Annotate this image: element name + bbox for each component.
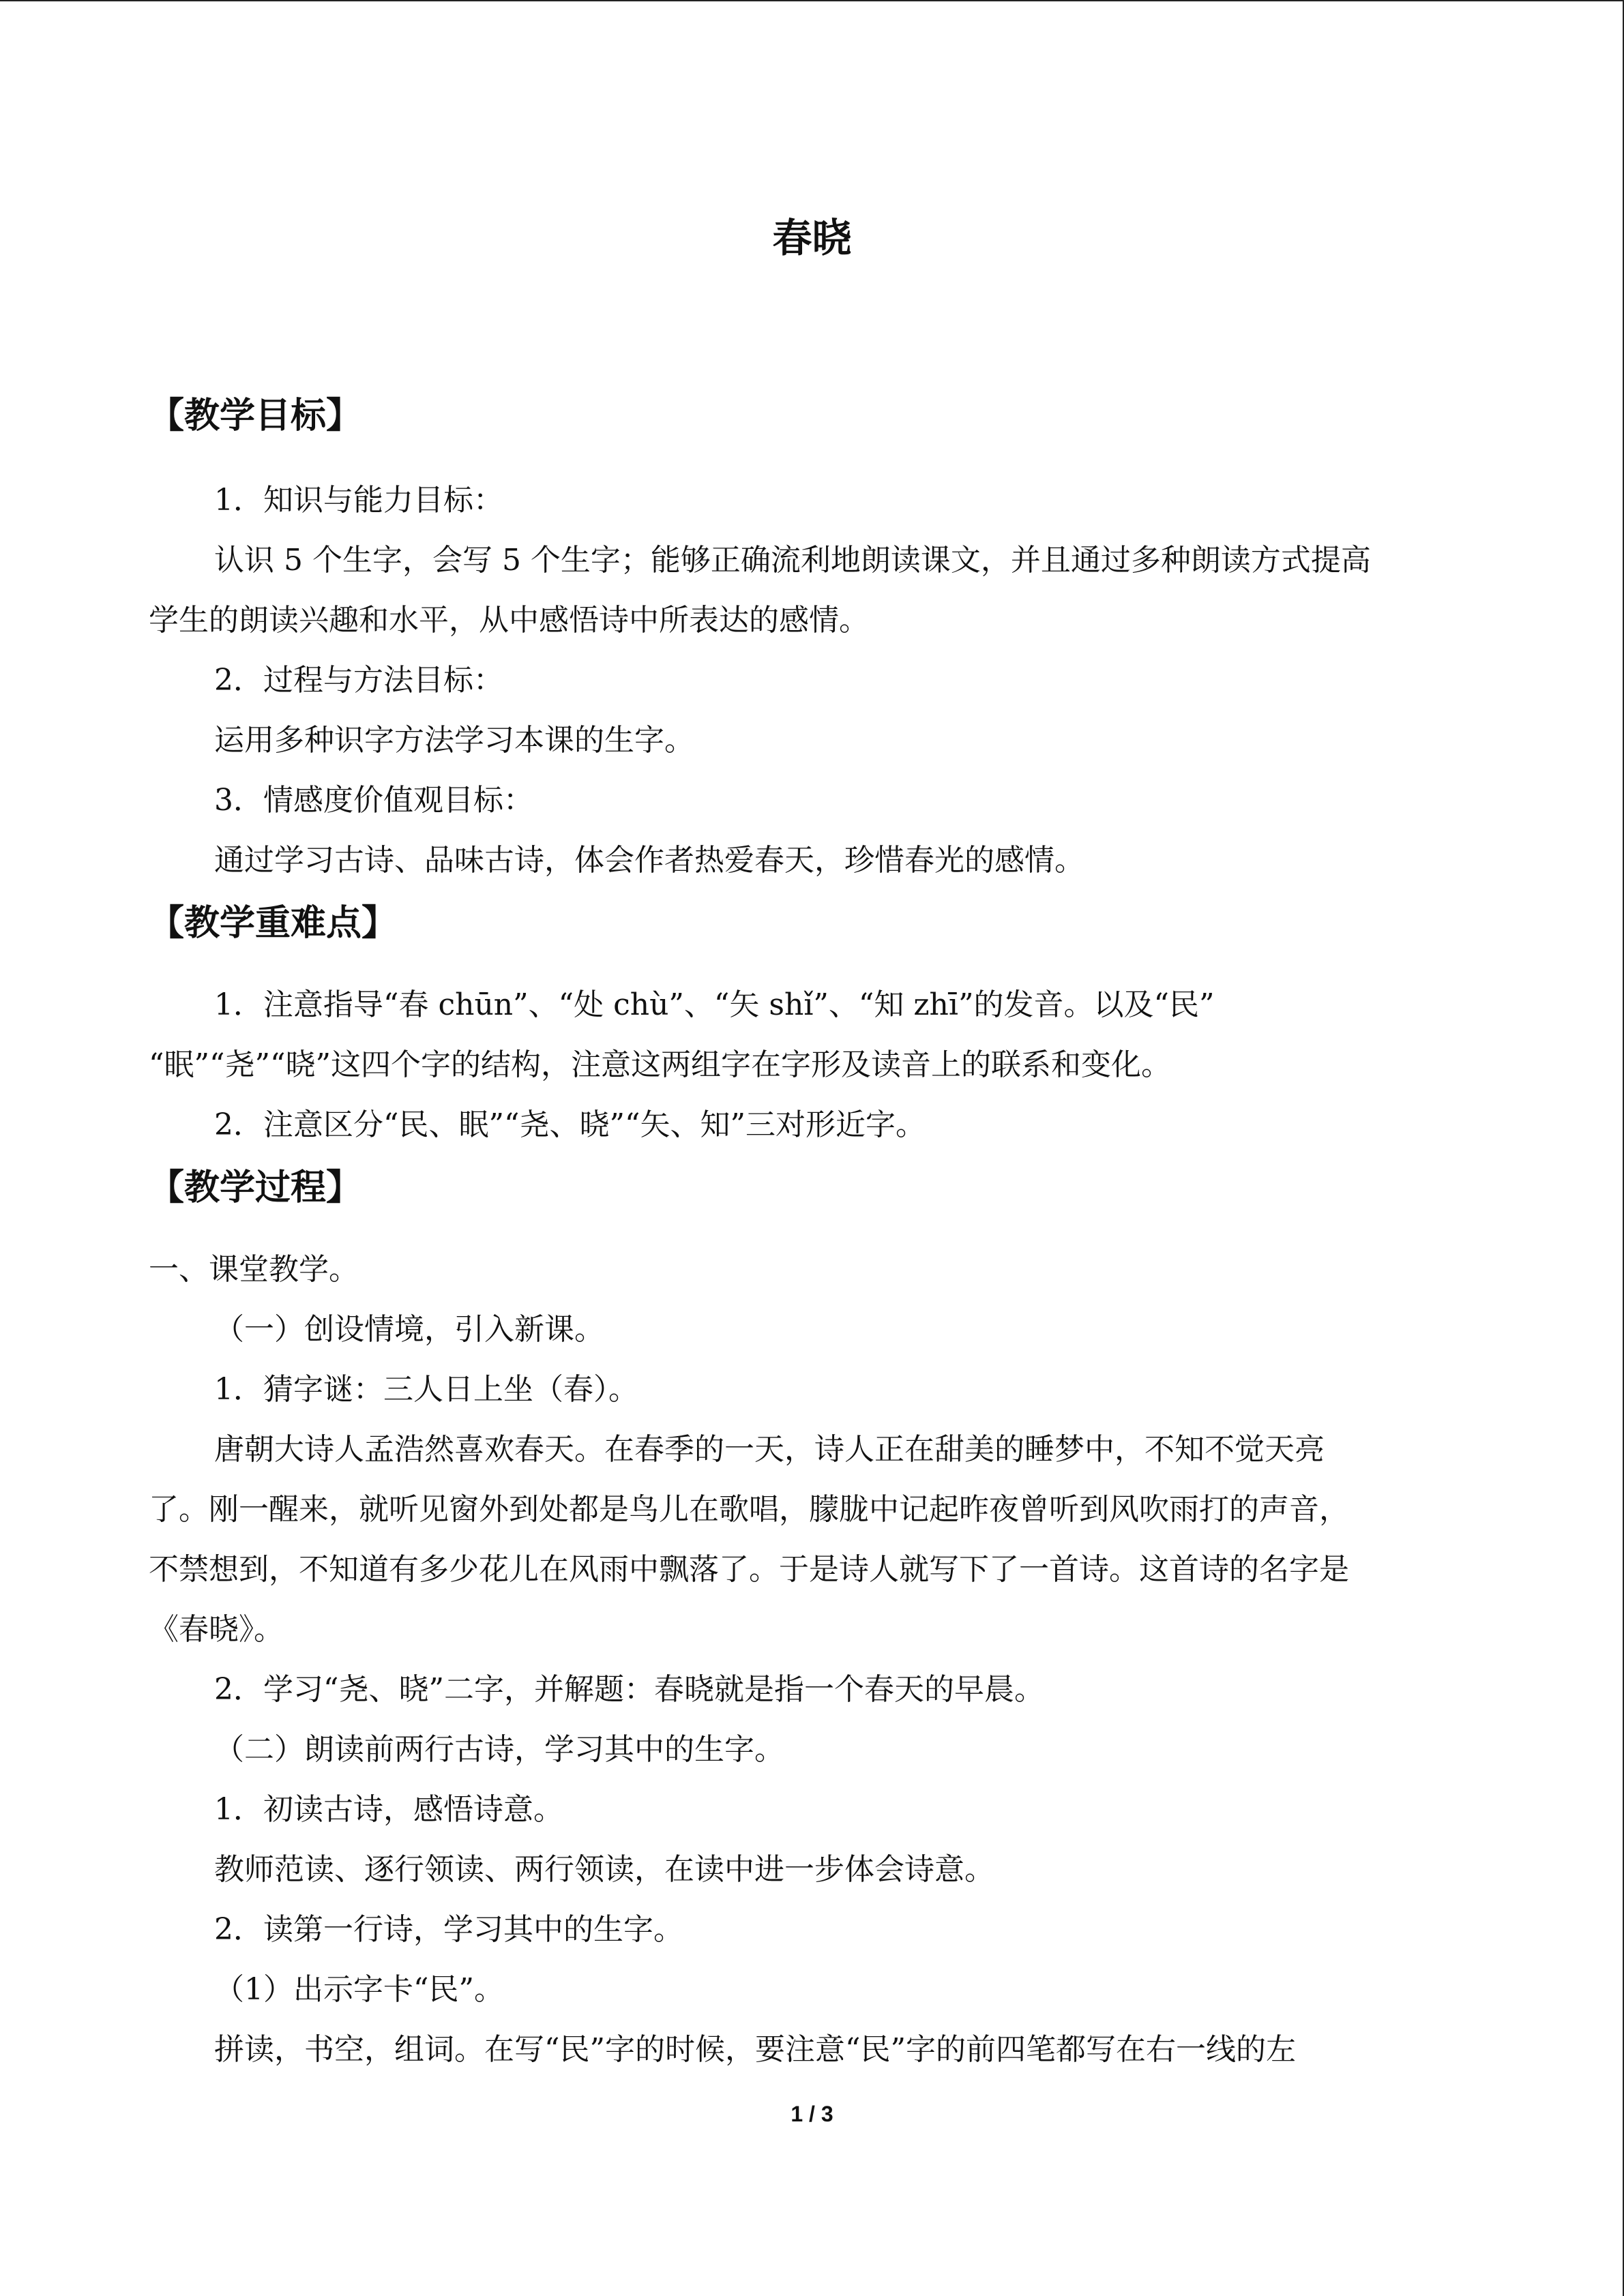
section-heading-goals: 【教学目标】	[149, 396, 362, 436]
paragraph: 2．学习“尧、晓”二字，并解题：春晓就是指一个春天的早晨。	[214, 1672, 1044, 1707]
paragraph: 3．情感度价值观目标：	[214, 783, 533, 818]
paragraph: 拼读，书空，组词。在写“民”字的时候，要注意“民”字的前四笔都写在右一线的左	[214, 2032, 1296, 2067]
paragraph: 教师范读、逐行领读、两行领读，在读中进一步体会诗意。	[214, 1852, 994, 1887]
paragraph: 运用多种识字方法学习本课的生字。	[214, 723, 694, 758]
paragraph: 1．知识与能力目标：	[214, 483, 503, 518]
paragraph: 2．注意区分“民、眠”“尧、晓”“矢、知”三对形近字。	[214, 1107, 926, 1142]
page-number: 1 / 3	[791, 2102, 833, 2126]
paragraph: 2．读第一行诗，学习其中的生字。	[214, 1912, 683, 1947]
paragraph: 了。刚一醒来，就听见窗外到处都是鸟儿在歌唱，朦胧中记起昨夜曾听到风吹雨打的声音，	[149, 1492, 1349, 1527]
document-body	[149, 383, 1458, 2080]
paragraph: 1．初读古诗，感悟诗意。	[214, 1792, 563, 1827]
paragraph: 1．猜字谜：三人日上坐（春）。	[214, 1372, 638, 1407]
paragraph: （一）创设情境，引入新课。	[214, 1312, 604, 1347]
paragraph: 学生的朗读兴趣和水平，从中感悟诗中所表达的感情。	[149, 603, 869, 638]
paragraph: 2．过程与方法目标：	[214, 663, 503, 698]
paragraph: 通过学习古诗、品味古诗，体会作者热爱春天，珍惜春光的感情。	[214, 843, 1084, 878]
document-title: 春晓	[772, 215, 852, 261]
paragraph: 1．注意指导“春 chūn”、“处 chù”、“矢 shǐ”、“知 zhī”的发音。以及“民”	[214, 987, 1215, 1022]
section-heading-process: 【教学过程】	[149, 1167, 362, 1208]
paragraph: 唐朝大诗人孟浩然喜欢春天。在春季的一天，诗人正在甜美的睡梦中，不知不觉天亮	[214, 1432, 1325, 1467]
section-heading-keypoints: 【教学重难点】	[149, 903, 398, 944]
paragraph: 认识 5 个生字，会写 5 个生字；能够正确流利地朗读课文，并且通过多种朗读方式提高	[214, 543, 1371, 578]
paragraph: （二）朗读前两行古诗，学习其中的生字。	[214, 1732, 784, 1767]
paragraph: 《春晓》。	[149, 1612, 284, 1647]
paragraph: 一、课堂教学。	[149, 1252, 359, 1287]
paragraph: 不禁想到，不知道有多少花儿在风雨中飘落了。于是诗人就写下了一首诗。这首诗的名字是	[149, 1552, 1349, 1587]
paragraph: “眠”“尧”“晓”这四个字的结构，注意这两组字在字形及读音上的联系和变化。	[149, 1047, 1171, 1082]
paragraph: （1）出示字卡“民”。	[214, 1972, 504, 2007]
